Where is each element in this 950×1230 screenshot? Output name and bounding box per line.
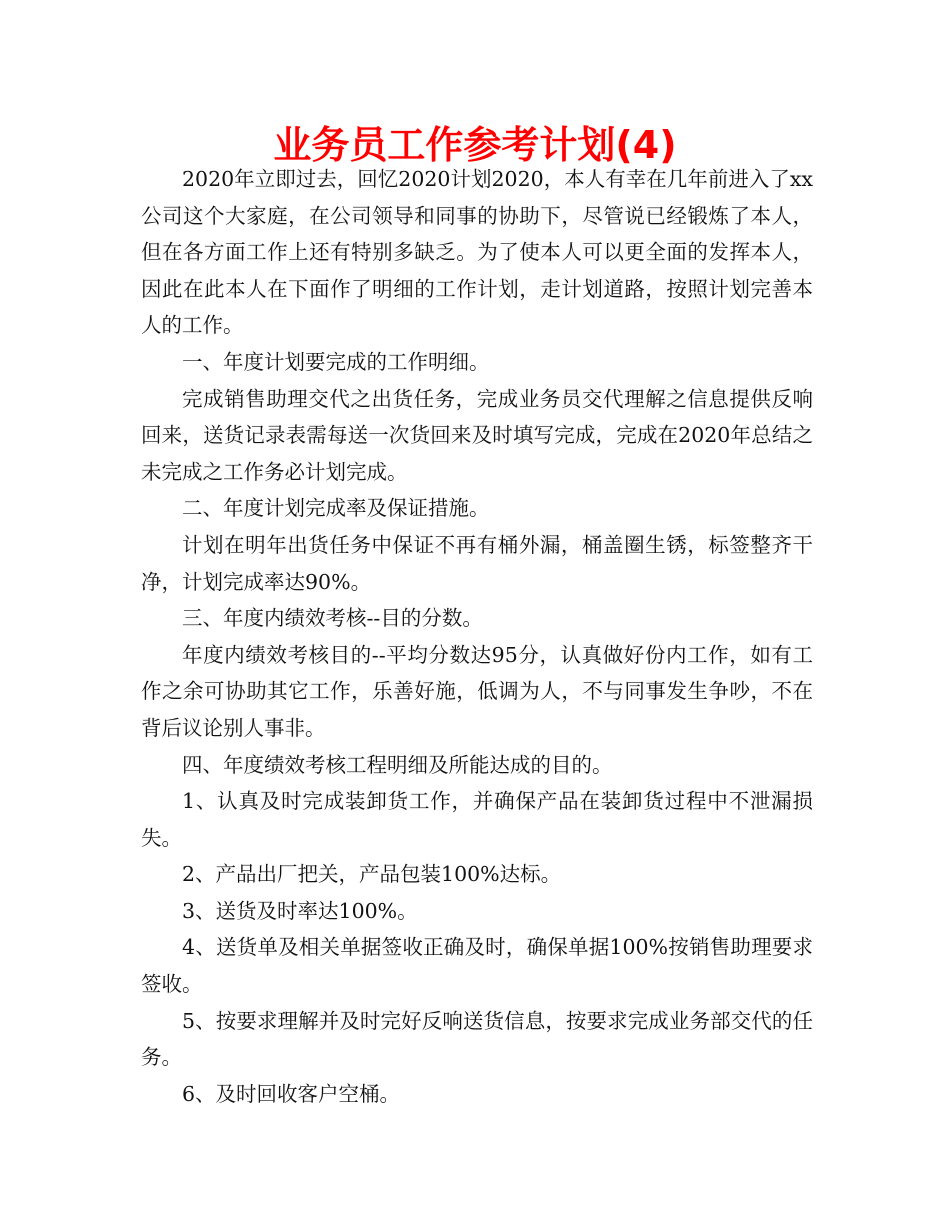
paragraph-1: 完成销售助理交代之出货任务，完成业务员交代理解之信息提供反响回来，送货记录表需每送一次货回来及时填写完成，完成在2020年总结之未完成之工作务必计划完成。 <box>141 386 813 484</box>
list-item-2: 2、产品出厂把关，产品包装100%达标。 <box>182 862 562 887</box>
paragraph-2: 计划在明年出货任务中保证不再有桶外漏，桶盖圈生锈，标签整齐干净，计划完成率达90%。 <box>141 532 813 594</box>
list-item-4: 4、送货单及相关单据签收正确及时，确保单据100%按销售助理要求签收。 <box>141 935 813 997</box>
document-body <box>141 161 813 1112</box>
paragraph-3: 年度内绩效考核目的--平均分数达95分，认真做好份内工作，如有工作之余可协助其它工作，乐善好施，低调为人，不与同事发生争吵，不在背后议论别人事非。 <box>141 642 813 740</box>
list-item-5: 5、按要求理解并及时完好反响送货信息，按要求完成业务部交代的任务。 <box>141 1008 813 1070</box>
section-heading-1: 一、年度计划要完成的工作明细。 <box>182 349 490 374</box>
paragraph-intro: 2020年立即过去，回忆2020计划2020，本人有幸在几年前进入了xx公司这个大家庭，在公司领导和同事的协助下，尽管说已经锻炼了本人，但在各方面工作上还有特别多缺乏。为了使本人可以更全面的发挥本人，因此在此本人在下面作了明细的工作计划，走计划道路，按照计划完善本人的工作。 <box>141 167 813 338</box>
section-heading-2: 二、年度计划完成率及保证措施。 <box>182 496 490 521</box>
list-item-3: 3、送货及时率达100%。 <box>182 898 418 923</box>
section-heading-4: 四、年度绩效考核工程明细及所能达成的目的。 <box>182 752 613 777</box>
section-heading-3: 三、年度内绩效考核--目的分数。 <box>182 606 483 631</box>
list-item-6: 6、及时回收客户空桶。 <box>182 1081 401 1106</box>
document-title: 业务员工作参考计划(4) <box>273 123 677 167</box>
list-item-1: 1、认真及时完成装卸货工作，并确保产品在装卸货过程中不泄漏损失。 <box>141 789 813 850</box>
